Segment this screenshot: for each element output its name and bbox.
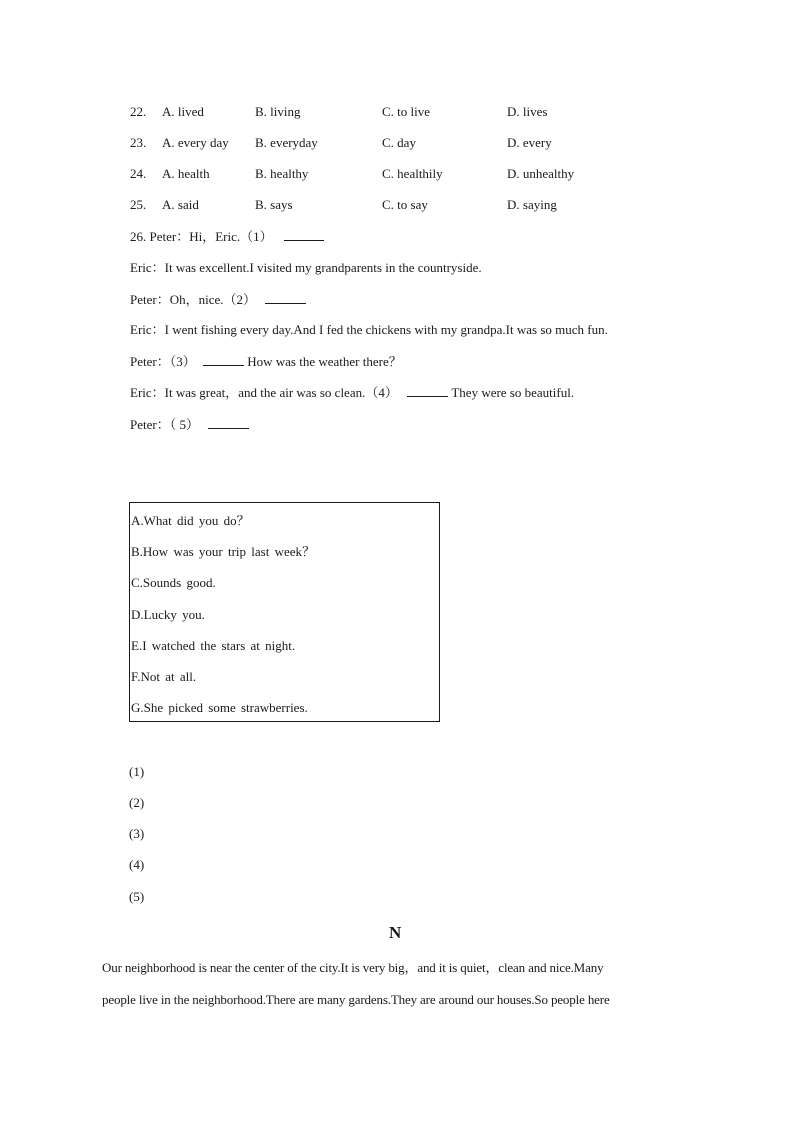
dialogue-text: 26. Peter：Hi，Eric.（1）: [130, 229, 273, 244]
option-b: B. everyday: [255, 135, 318, 150]
option-d: D. every: [507, 135, 552, 150]
dialogue-text: How was the weather there？: [243, 354, 402, 369]
dialogue-line-5: [130, 353, 402, 370]
dialogue-text: Peter：（3）: [130, 354, 196, 369]
option-a: A. every day: [162, 135, 229, 150]
question-number: 24.: [130, 166, 147, 181]
answer-blank-5[interactable]: [208, 416, 249, 429]
passage-line-1: Our neighborhood is near the center of the city.It is very big，and it is quiet，clean and nice.Many: [102, 960, 604, 975]
option-c: C. to say: [382, 197, 428, 212]
question-number: 23.: [130, 135, 147, 150]
dialogue-line-1: [130, 228, 324, 245]
option-d: D. saying: [507, 197, 557, 212]
options-box: [129, 502, 440, 722]
option-a: A. lived: [162, 104, 204, 119]
option-item: G.She picked some strawberries.: [131, 700, 308, 715]
option-item: C.Sounds good.: [131, 575, 216, 590]
dialogue-text: Peter：Oh，nice.（2）: [130, 292, 257, 307]
option-item: E.I watched the stars at night.: [131, 638, 296, 653]
option-b: B. says: [255, 197, 293, 212]
dialogue-line-6: [130, 384, 574, 401]
option-a: A. said: [162, 197, 199, 212]
answer-label-5: (5): [129, 889, 145, 904]
answer-blank-4[interactable]: [407, 384, 448, 397]
option-item: B.How was your trip last week？: [131, 544, 316, 559]
option-d: D. unhealthy: [507, 166, 575, 181]
dialogue-line-3: [130, 291, 306, 308]
dialogue-line-2: Eric：It was excellent.I visited my grandparents in the countryside.: [130, 260, 482, 275]
answer-label-4: (4): [129, 857, 145, 872]
dialogue-text: They were so beautiful.: [448, 385, 575, 400]
dialogue-line-7: [130, 416, 249, 433]
answer-blank-3[interactable]: [203, 353, 244, 366]
dialogue-line-4: Eric：I went fishing every day.And I fed the chickens with my grandpa.It was so much fun.: [130, 322, 608, 337]
option-a: A. health: [162, 166, 210, 181]
option-item: F.Not at all.: [131, 669, 197, 684]
dialogue-text: Eric：It was great，and the air was so clean.（4）: [130, 385, 398, 400]
option-c: C. to live: [382, 104, 431, 119]
passage-line-2: people live in the neighborhood.There are many gardens.They are around our houses.So people here: [102, 992, 610, 1007]
answer-blank-2[interactable]: [265, 291, 306, 304]
option-c: C. healthily: [382, 166, 443, 181]
option-item: D.Lucky you.: [131, 607, 205, 622]
answer-label-2: (2): [129, 795, 145, 810]
option-c: C. day: [382, 135, 416, 150]
option-b: B. living: [255, 104, 301, 119]
option-d: D. lives: [507, 104, 548, 119]
dialogue-text: Peter：（ 5）: [130, 417, 199, 432]
question-number: 22.: [130, 104, 147, 119]
section-heading: N: [389, 923, 402, 942]
question-number: 25.: [130, 197, 147, 212]
answer-blank-1[interactable]: [284, 228, 324, 241]
answer-label-1: (1): [129, 764, 145, 779]
option-b: B. healthy: [255, 166, 309, 181]
answer-label-3: (3): [129, 826, 145, 841]
option-item: A.What did you do？: [131, 513, 250, 528]
